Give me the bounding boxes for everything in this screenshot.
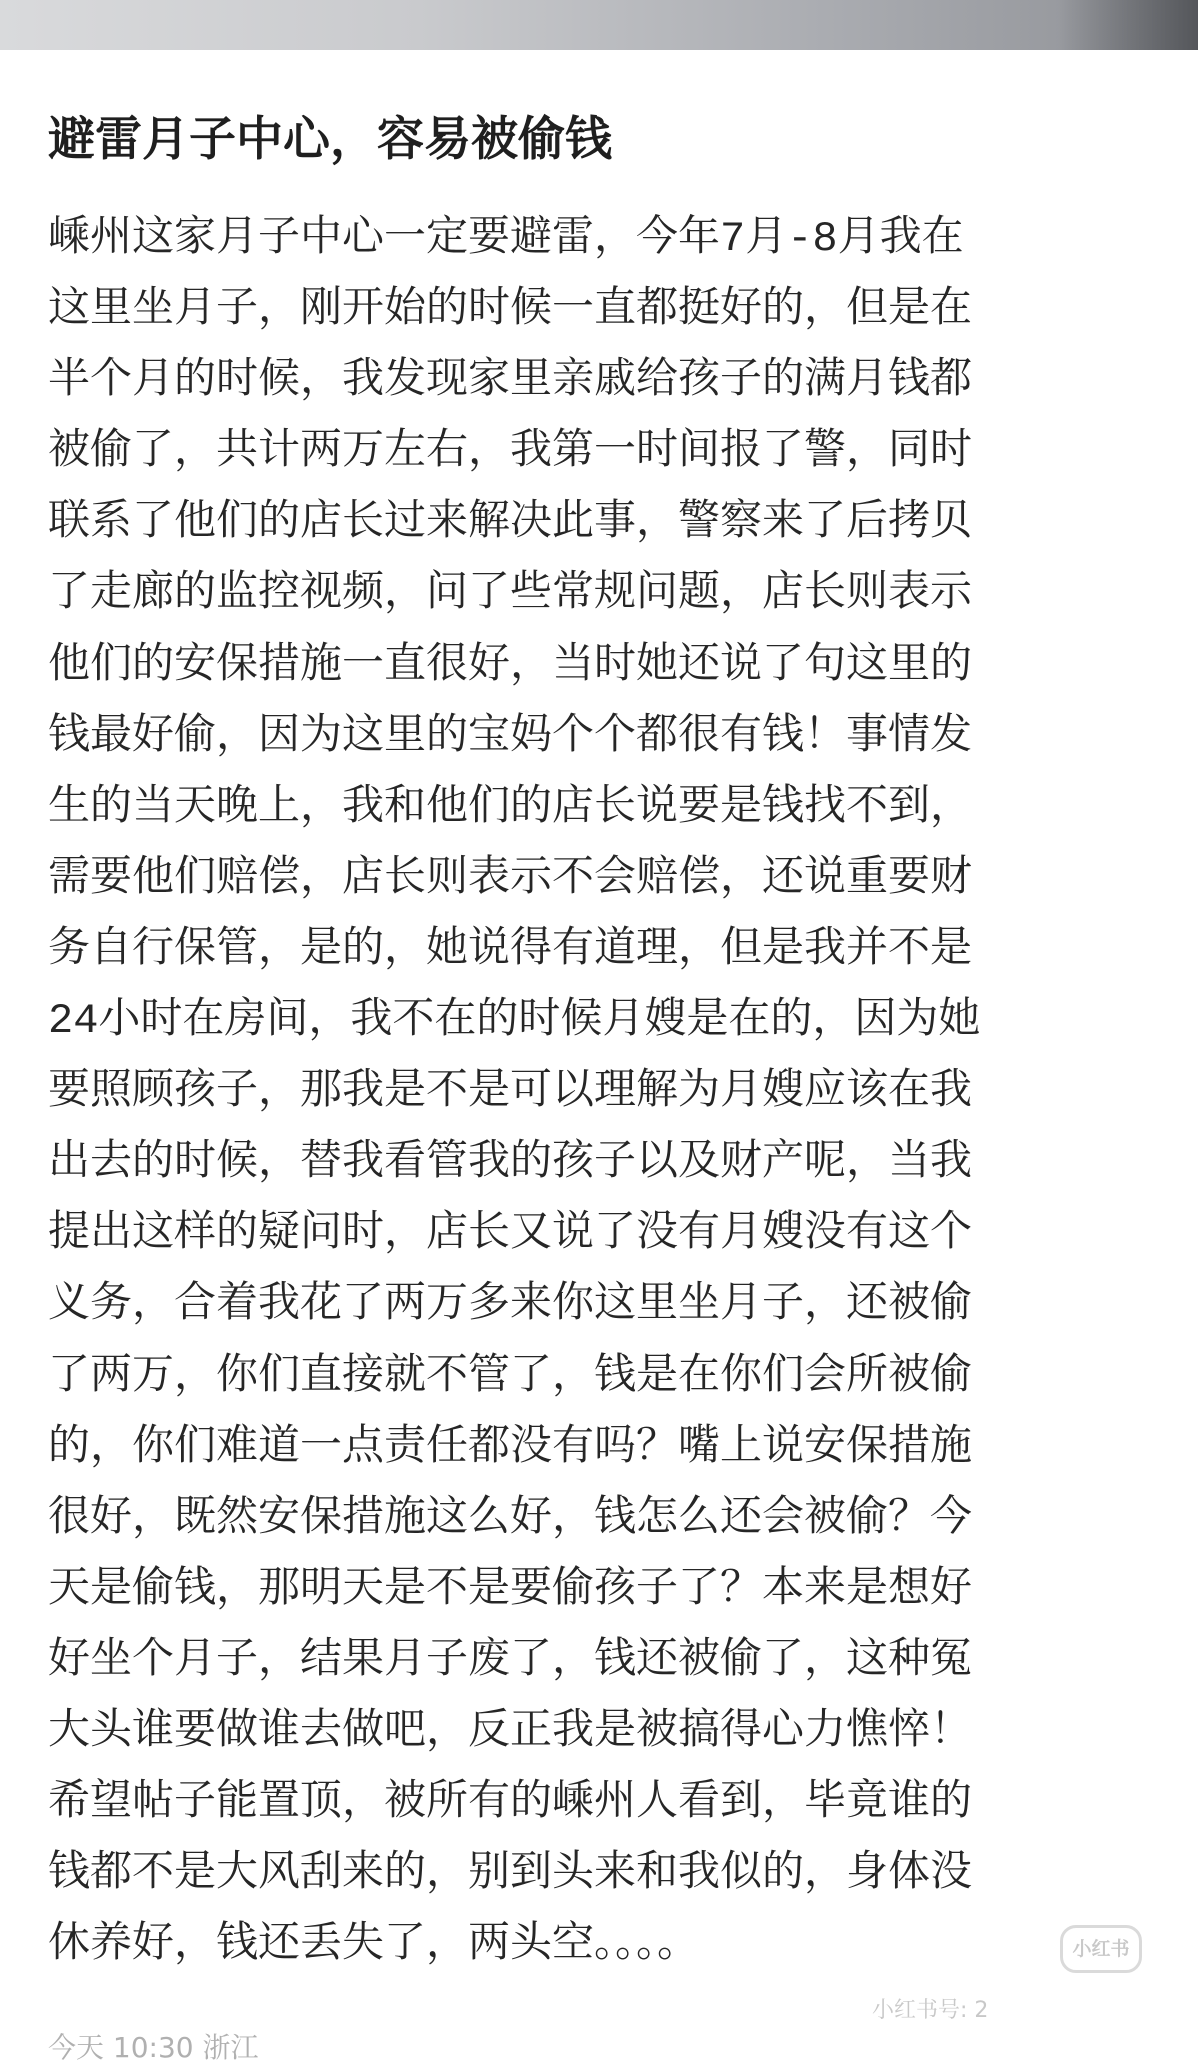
post-body-line: 务自行保管，是的，她说得有道理，但是我并不是 bbox=[48, 925, 973, 974]
post-body-line: 义务，合着我花了两万多来你这里坐月子，还被偷 bbox=[48, 1281, 973, 1330]
post-body bbox=[48, 204, 1148, 1981]
post-body-line: 24小时在房间，我不在的时候月嫂是在的，因为她 bbox=[48, 997, 981, 1046]
post-body-line: 钱最好偷，因为这里的宝妈个个都很有钱！事情发 bbox=[48, 712, 973, 761]
post-body-line: 好坐个月子，结果月子废了，钱还被偷了，这种冤 bbox=[48, 1636, 973, 1685]
post-body-line: 嵊州这家月子中心一定要避雷，今年7月-8月我在 bbox=[48, 215, 964, 263]
post-body-line: 被偷了，共计两万左右，我第一时间报了警，同时 bbox=[48, 428, 973, 477]
post-body-line: 他们的安保措施一直很好，当时她还说了句这里的 bbox=[48, 641, 973, 690]
post-body-line: 天是偷钱，那明天是不是要偷孩子了？本来是想好 bbox=[48, 1565, 973, 1614]
post-body-line: 了走廊的监控视频，问了些常规问题，店长则表示 bbox=[48, 570, 973, 619]
post-body-line: 的，你们难道一点责任都没有吗？嘴上说安保措施 bbox=[48, 1423, 973, 1472]
post-body-line: 这里坐月子，刚开始的时候一直都挺好的，但是在 bbox=[48, 286, 973, 335]
post-body-line: 生的当天晚上，我和他们的店长说要是钱找不到， bbox=[48, 783, 973, 832]
post-body-line: 大头谁要做谁去做吧，反正我是被搞得心力憔悴！ bbox=[48, 1707, 973, 1756]
post-body-line: 要照顾孩子，那我是不是可以理解为月嫂应该在我 bbox=[48, 1068, 973, 1117]
watermark-account-id: 小红书号: 2 bbox=[872, 1998, 989, 2023]
post-body-line: 钱都不是大风刮来的，别到头来和我似的，身体没 bbox=[48, 1850, 973, 1899]
header-photo-shadow bbox=[1058, 0, 1198, 50]
post-body-line: 很好，既然安保措施这么好，钱怎么还会被偷？今 bbox=[48, 1494, 973, 1543]
xiaohongshu-watermark-logo: 小红书 bbox=[1060, 1925, 1142, 1973]
header-photo-strip bbox=[0, 0, 1198, 50]
post-date-location: 今天 10:30 浙江 bbox=[48, 2031, 259, 2064]
post-body-line: 出去的时候，替我看管我的孩子以及财产呢，当我 bbox=[48, 1139, 973, 1188]
post-body-line: 提出这样的疑问时，店长又说了没有月嫂没有这个 bbox=[48, 1210, 973, 1259]
post-body-line: 了两万，你们直接就不管了，钱是在你们会所被偷 bbox=[48, 1352, 973, 1401]
post-body-line: 希望帖子能置顶，被所有的嵊州人看到，毕竟谁的 bbox=[48, 1779, 973, 1828]
post-body-line: 联系了他们的店长过来解决此事，警察来了后拷贝 bbox=[48, 499, 973, 548]
post-title: 避雷月子中心，容易被偷钱 bbox=[48, 112, 612, 167]
post-body-line: 需要他们赔偿，店长则表示不会赔偿，还说重要财 bbox=[48, 854, 973, 903]
post-body-line: 休养好，钱还丢失了，两头空。。。。 bbox=[48, 1921, 700, 1970]
post-body-line: 半个月的时候，我发现家里亲戚给孩子的满月钱都 bbox=[48, 357, 973, 406]
